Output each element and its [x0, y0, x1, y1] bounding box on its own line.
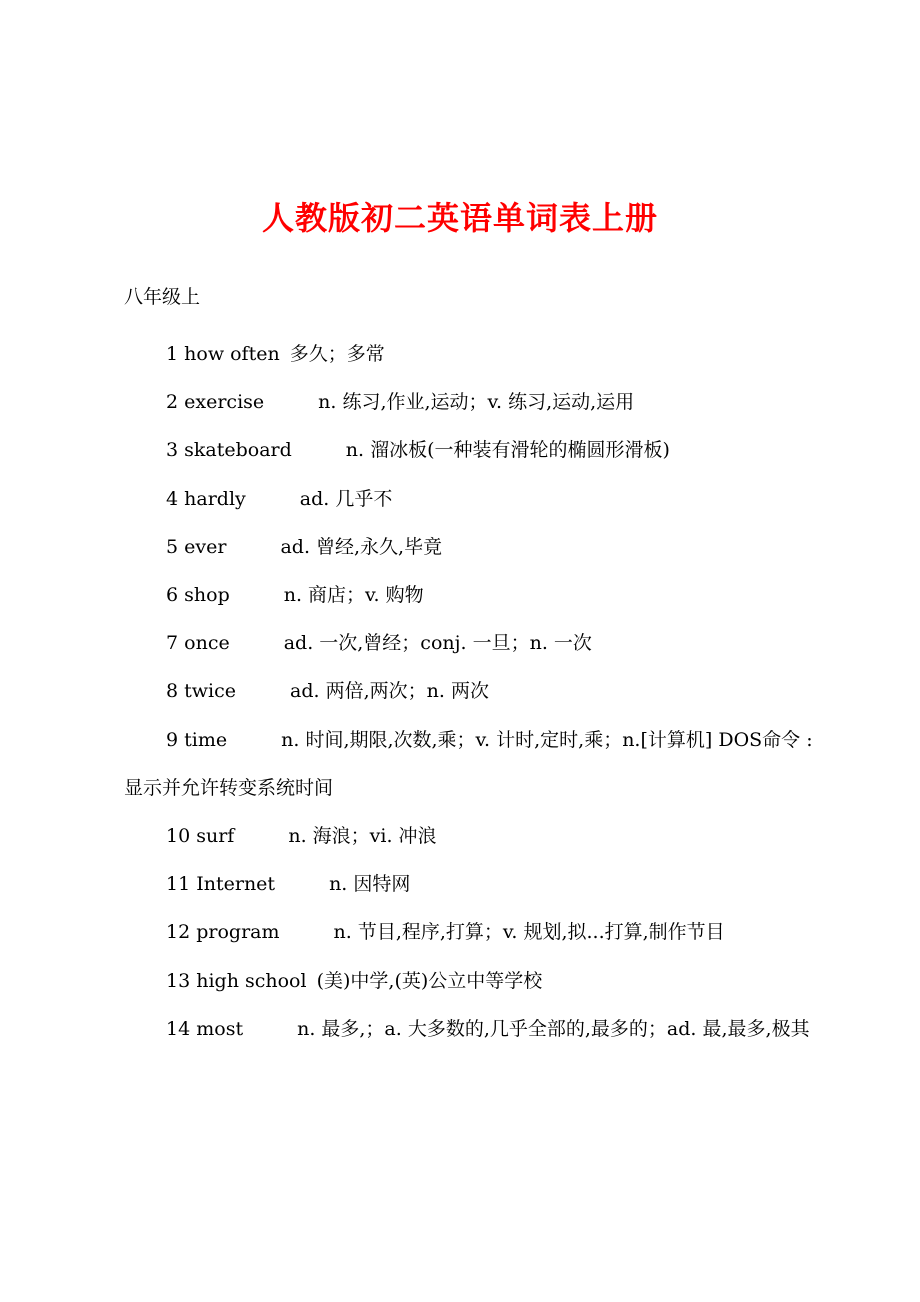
entry-word: shop [184, 584, 230, 607]
entry-definition: n. 商店；v. 购物 [283, 584, 424, 607]
vocabulary-entry [124, 860, 824, 908]
entry-number: 10 [166, 825, 191, 848]
entry-word: time [184, 728, 228, 751]
entry-number: 13 [166, 969, 191, 992]
entry-number: 11 [166, 873, 191, 896]
vocabulary-entry [124, 957, 824, 1005]
vocabulary-entry [124, 1005, 824, 1053]
entry-definition: ad. 曾经,永久,毕竟 [280, 535, 443, 558]
entry-definition: n. 因特网 [329, 873, 411, 896]
entry-number: 6 [166, 584, 179, 607]
entry-number: 5 [166, 535, 179, 558]
entry-number: 2 [166, 391, 179, 414]
vocabulary-entry [124, 812, 824, 860]
entry-definition: ad. 一次,曾经；conj. 一旦；n. 一次 [283, 632, 592, 655]
entry-word: most [196, 1017, 244, 1040]
entry-word: Internet [196, 873, 276, 896]
entry-number: 8 [166, 680, 179, 703]
entry-definition: ad. 几乎不 [299, 487, 393, 510]
vocabulary-entry [124, 426, 824, 474]
vocabulary-list [124, 330, 824, 1053]
entry-number: 9 [166, 728, 179, 751]
entry-number: 14 [166, 1017, 191, 1040]
entry-word: once [184, 632, 230, 655]
vocabulary-entry [124, 619, 824, 667]
entry-word: hardly [184, 487, 246, 510]
entry-definition: 多久；多常 [289, 343, 385, 365]
vocabulary-entry [124, 908, 824, 956]
entry-word: exercise [184, 391, 265, 414]
vocabulary-entry [124, 330, 824, 378]
vocabulary-entry [124, 667, 824, 715]
entry-definition: ad. 两倍,两次；n. 两次 [290, 680, 489, 703]
entry-word: twice [184, 680, 237, 703]
vocabulary-entry [124, 571, 824, 619]
entry-definition: n. 节目,程序,打算；v. 规划,拟...打算,制作节目 [333, 921, 725, 944]
entry-number: 7 [166, 632, 179, 655]
entry-number: 3 [166, 439, 179, 462]
document-title: 人教版初二英语单词表上册 [261, 199, 658, 237]
vocabulary-entry [124, 716, 824, 812]
entry-definition: n. 练习,作业,运动；v. 练习,运动,运用 [318, 391, 635, 414]
vocabulary-entry [124, 378, 824, 426]
vocabulary-entry [124, 475, 824, 523]
entry-number: 4 [166, 487, 179, 510]
entry-word: how often [184, 343, 280, 365]
entry-definition: n. 溜冰板(一种装有滑轮的椭圆形滑板) [345, 439, 670, 462]
entry-definition: n. 时间,期限,次数,乘；v. 计时,定时,乘；n.[计算机] DOS命令 : 显示并允许转变系统时间 [124, 728, 813, 799]
entry-definition: n. 海浪；vi. 冲浪 [288, 825, 437, 848]
entry-definition: (美)中学,(英)公立中等学校 [316, 969, 543, 992]
entry-word: ever [184, 535, 227, 558]
entry-word: skateboard [184, 439, 292, 462]
entry-number: 1 [166, 343, 179, 365]
entry-number: 12 [166, 921, 191, 944]
entry-word: high school [196, 969, 307, 992]
entry-definition: n. 最多,；a. 大多数的,几乎全部的,最多的；ad. 最,最多,极其 [297, 1017, 810, 1040]
entry-word: program [196, 921, 280, 944]
vocabulary-entry [124, 523, 824, 571]
section-label: 八年级上 [124, 286, 201, 308]
entry-word: surf [196, 825, 235, 848]
